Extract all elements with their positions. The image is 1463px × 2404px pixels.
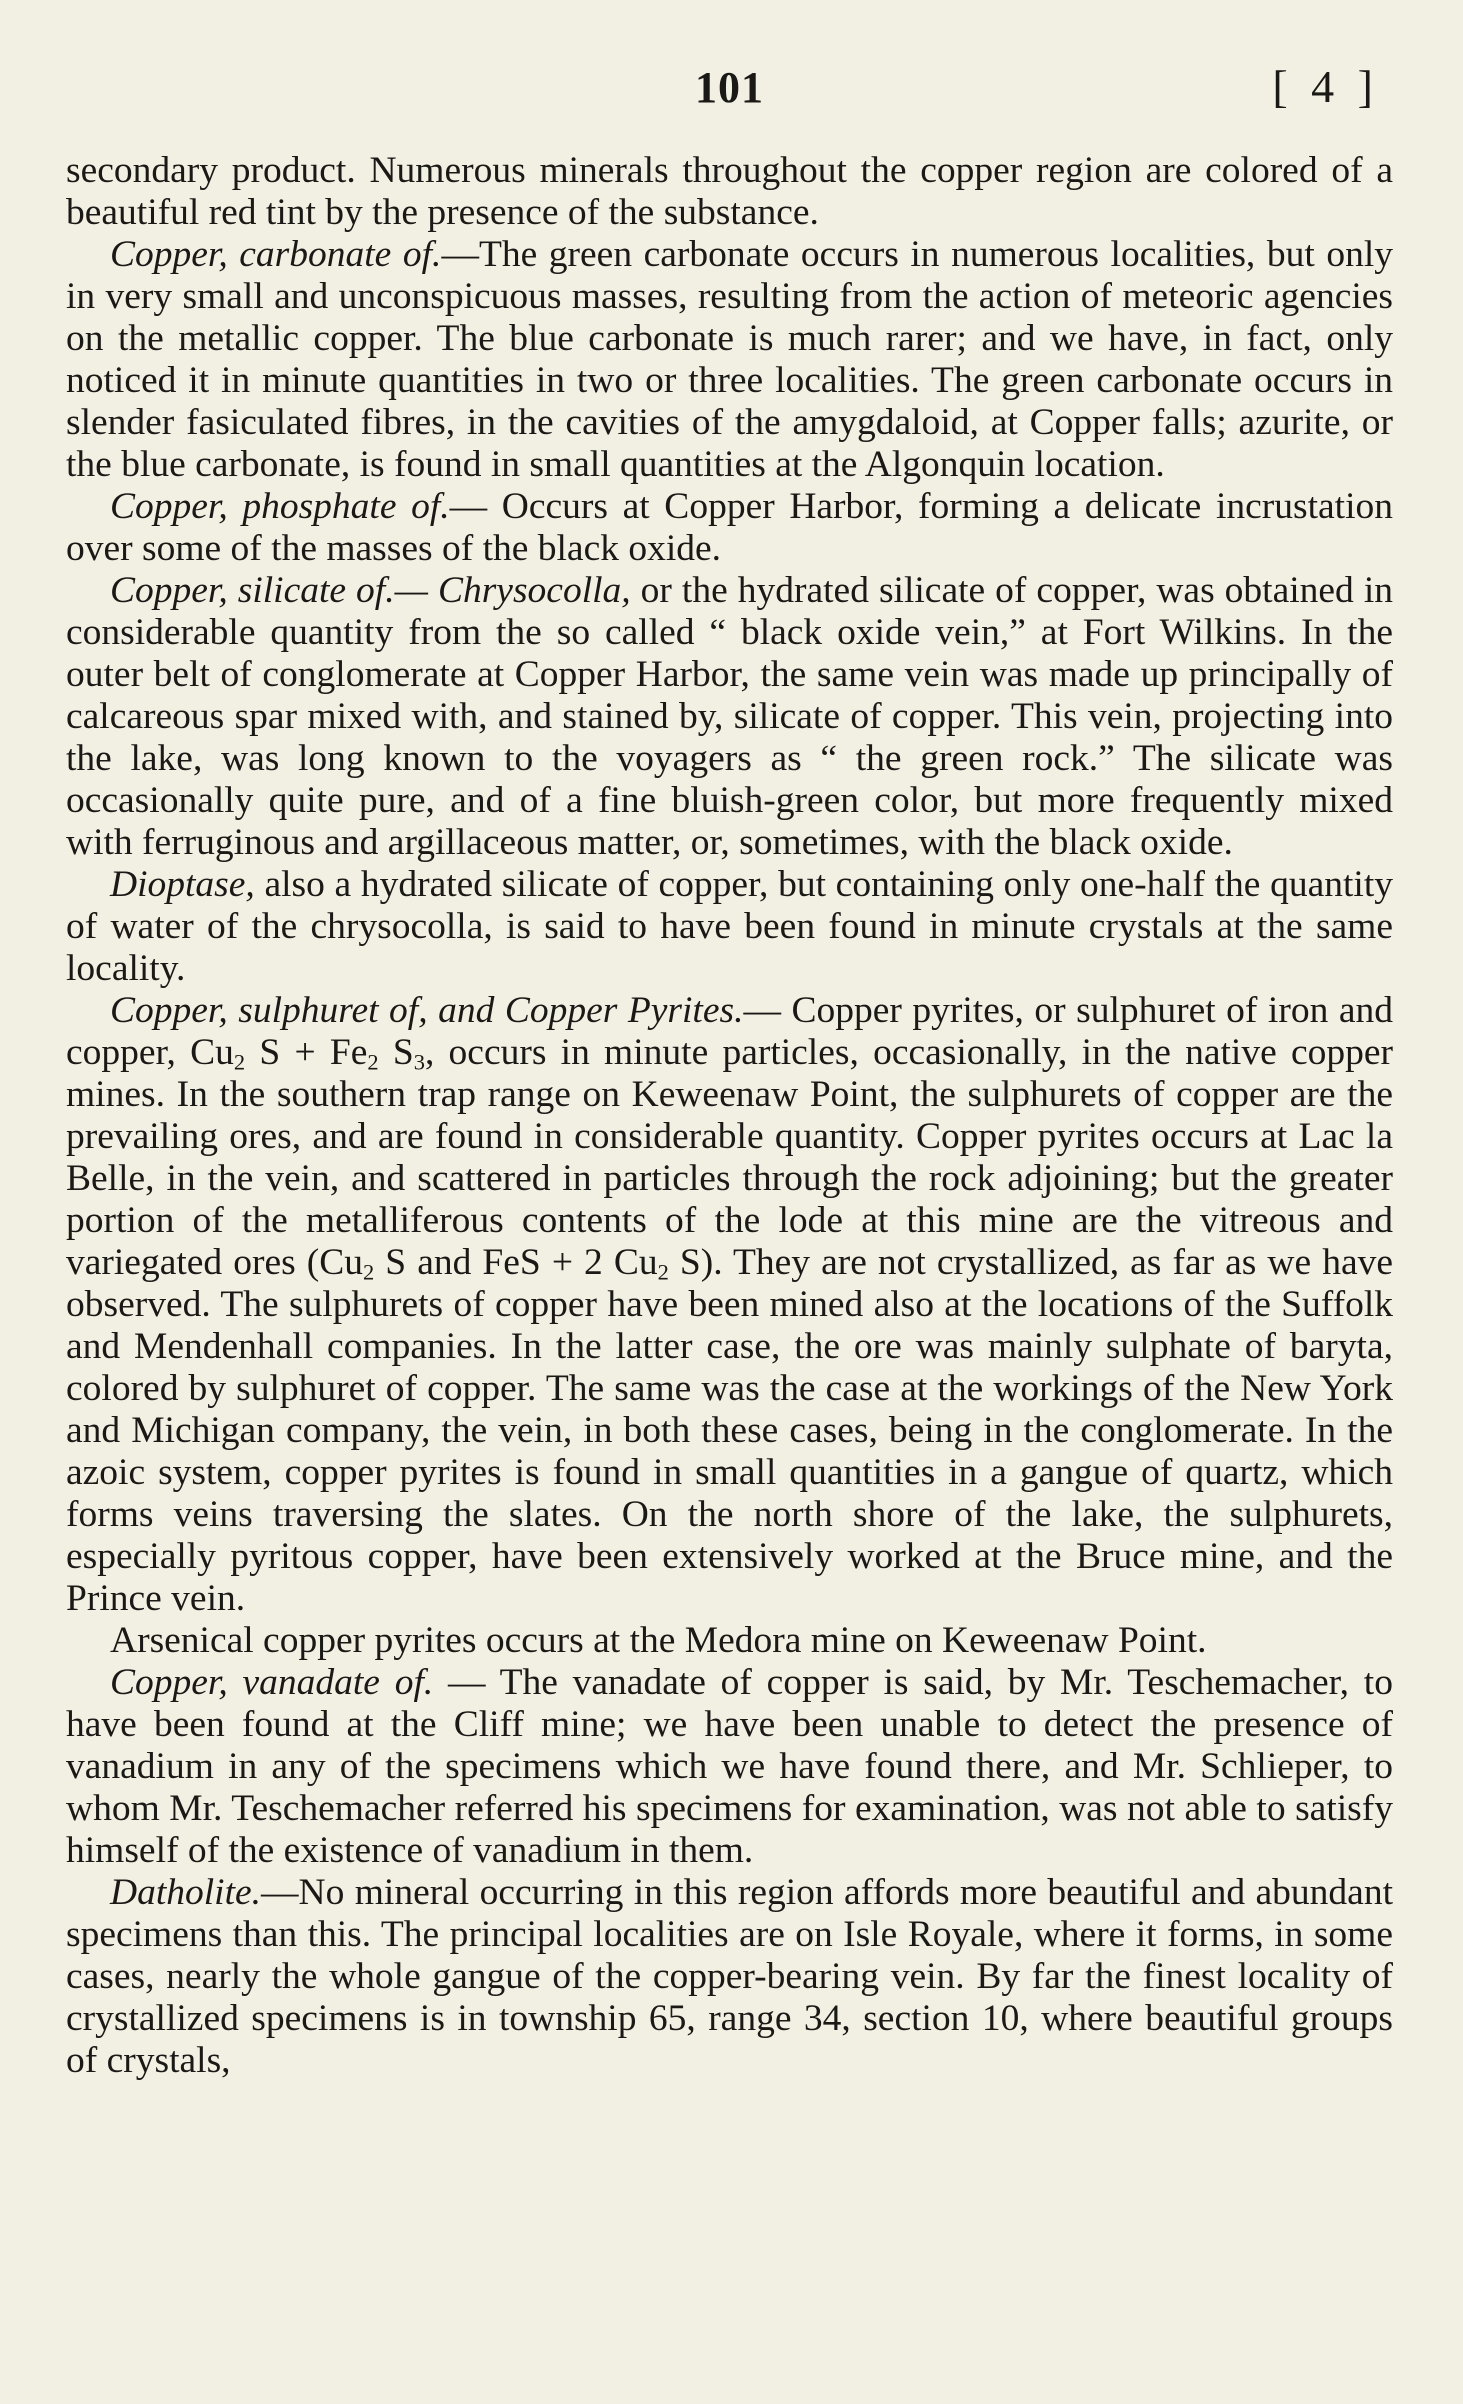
page-number: 101 bbox=[695, 63, 764, 112]
entry-heading: Datholite. bbox=[110, 1872, 262, 1913]
formula-subscript: 2 bbox=[363, 1259, 375, 1285]
paragraph-text: — Copper pyrites, or sulphuret of iron and copper, Cu bbox=[66, 990, 1393, 1073]
paragraph-text: also a hydrated silicate of copper, but containing only one-half the quantity of water of the chrysocolla, is said to have been found in minute crystals at the same locality. bbox=[66, 864, 1393, 989]
entry-heading: Copper, silicate of.— Chrysocolla, bbox=[110, 570, 631, 611]
body-text bbox=[66, 150, 1393, 2082]
paragraph-text: — Occurs at Copper Harbor, forming a delicate incrustation over some of the masses of the black oxide. bbox=[66, 486, 1393, 569]
paragraph-copper-vanadate bbox=[66, 1662, 1393, 1872]
entry-heading: Copper, carbonate of. bbox=[110, 234, 442, 275]
paragraph-text: —The green carbonate occurs in numerous localities, but only in very small and unconspicuous masses, resulting from the action of meteoric agencies on the metallic copper. The blue carbonate is much rarer; and we have, in fact, only noticed it in minute quantities in two or three localities. The green carbonate occurs in slender fasiculated fibres, in the cavities of the amygdaloid, at Copper falls; azurite, or the blue carbonate, is found in small quantities at the Algonquin location. bbox=[66, 234, 1393, 485]
paragraph-text: , occurs in minute particles, occasionally, in the native copper mines. In the southern trap range on Keweenaw Point, the sulphurets of copper are the prevailing ores, and are found in considerable quantity. Copper pyrites occurs at Lac la Belle, in the vein, and scattered in particles through the rock adjoining; but the greater portion of the metalliferous contents of the lode at this mine are the vitreous and variegated ores (Cu bbox=[66, 1032, 1393, 1283]
paragraph-text: S and FeS + 2 Cu bbox=[374, 1242, 658, 1283]
entry-heading: Copper, phosphate of. bbox=[110, 486, 450, 527]
paragraph-text: —No mineral occurring in this region affords more beautiful and abundant specimens than this. The principal localities are on Isle Royale, where it forms, in some cases, nearly the whole gangue of the copper-bearing vein. By far the finest locality of crystallized specimens is in township 65, range 34, section 10, where beautiful groups of crystals, bbox=[66, 1872, 1393, 2081]
paragraph-datholite bbox=[66, 1872, 1393, 2082]
paragraph-text: Arsenical copper pyrites occurs at the Medora mine on Keweenaw Point. bbox=[110, 1620, 1207, 1661]
paragraph-text: S bbox=[378, 1032, 414, 1073]
paragraph-copper-phosphate bbox=[66, 486, 1393, 570]
paragraph-dioptase bbox=[66, 864, 1393, 990]
paragraph-copper-silicate bbox=[66, 570, 1393, 864]
entry-heading: Copper, vanadate of. bbox=[110, 1662, 434, 1703]
paragraph-text: — The vanadate of copper is said, by Mr. Teschemacher, to have been found at the Cliff mine; we have been unable to detect the presence of vanadium in any of the specimens which we have found there, and Mr. Schlieper, to whom Mr. Teschemacher referred his specimens for examination, was not able to satisfy himself of the existence of vanadium in them. bbox=[66, 1662, 1393, 1871]
document-number: [ 4 ] bbox=[1272, 61, 1379, 112]
paragraph-text: or the hydrated silicate of copper, was obtained in considerable quantity from the so called “ black oxide vein,” at Fort Wilkins. In the outer belt of conglomerate at Copper Harbor, the same vein was made up principally of calcareous spar mixed with, and stained by, silicate of copper. This vein, projecting into the lake, was long known to the voyagers as “ the green rock.” The silicate was occasionally quite pure, and of a fine bluish-green color, but more frequently mixed with ferruginous and argillaceous matter, or, sometimes, with the black oxide. bbox=[66, 570, 1393, 863]
formula-subscript: 2 bbox=[657, 1259, 669, 1285]
paragraph-copper-sulphuret bbox=[66, 990, 1393, 1620]
page-header bbox=[66, 0, 1393, 150]
entry-heading: Dioptase, bbox=[110, 864, 255, 905]
formula-subscript: 2 bbox=[233, 1049, 246, 1075]
paragraph-text: S + Fe bbox=[245, 1032, 368, 1073]
paragraph-intro bbox=[66, 150, 1393, 234]
formula-subscript: 3 bbox=[413, 1049, 425, 1075]
formula-subscript: 2 bbox=[367, 1049, 379, 1075]
entry-heading: Copper, sulphuret of, and Copper Pyrites. bbox=[110, 990, 744, 1031]
paragraph-text: S). They are not crystallized, as far as we have observed. The sulphurets of copper have been mined also at the locations of the Suffolk and Mendenhall companies. In the latter case, the ore was mainly sulphate of baryta, colored by sulphuret of copper. The same was the case at the workings of the New York and Michigan company, the vein, in both these cases, being in the conglomerate. In the azoic system, copper pyrites is found in small quantities in a gangue of quartz, which forms veins traversing the slates. On the north shore of the lake, the sulphurets, especially pyritous copper, have been extensively worked at the Bruce mine, and the Prince vein. bbox=[66, 1242, 1393, 1619]
paragraph-arsenical-pyrites bbox=[66, 1620, 1393, 1662]
paragraph-text: secondary product. Numerous minerals throughout the copper region are colored of a beautiful red tint by the presence of the substance. bbox=[66, 150, 1393, 233]
paragraph-copper-carbonate bbox=[66, 234, 1393, 486]
